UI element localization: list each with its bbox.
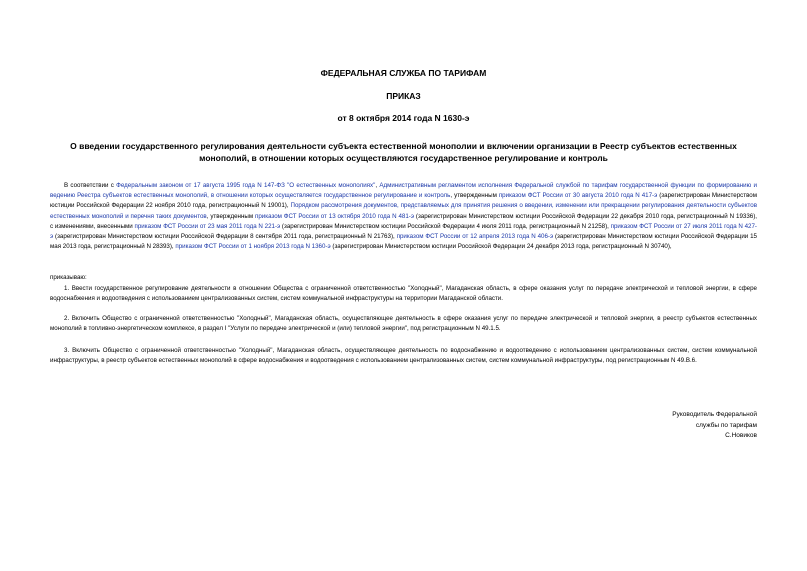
preamble-text: (зарегистрирован Министерством юстиции Российской Федерации 15 мая 2013 года, регистрационный N 28393), <box>50 233 758 251</box>
signature-position: Руководитель Федеральной <box>672 411 757 418</box>
preamble-text: (зарегистрирован Министерством юстиции Российской Федерации 8 сентября 2011 года, регистрационный N 21763), <box>53 233 397 241</box>
document-type: ПРИКАЗ <box>386 91 421 101</box>
document-date-number: от 8 октября 2014 года N 1630-э <box>337 113 470 123</box>
agency-name: ФЕДЕРАЛЬНАЯ СЛУЖБА ПО ТАРИФАМ <box>320 68 487 78</box>
preamble-text: (зарегистрирован Министерством юстиции Российской Федерации 4 июля 2011 года, регистрационный N 21258), <box>280 222 611 230</box>
signature-name: С.Новиков <box>725 432 757 439</box>
preamble-text: , утвержденным <box>206 212 255 220</box>
order-item-3: 3. Включить Общество с ограниченной ответственностью "Холодный", Магаданская область, осуществляющее деятельность по водоснабжению и водоотведению с использованием централизованных систем, систем коммунальной инфраструктуры, в реестр субъектов естественных монополий в сфере водоснабжения и водоотведения с использованием централизованных систем, систем коммунальной инфраструктуры, под регистрационным N 49.В.6. <box>50 347 757 365</box>
link-order-406[interactable]: приказом ФСТ России от 12 апреля 2013 года N 406-э <box>396 233 554 241</box>
preamble-text: , <box>375 182 380 189</box>
preamble-text: (зарегистрирован Министерством юстиции Российской Федерации 22 декабря 2010 года, регистрационный N 19336), с изменениями, внесенными <box>50 212 757 230</box>
preamble-text: (зарегистрирован Министерством юстиции Российской Федерации 24 декабря 2013 года, регистрационный N 30740), <box>330 243 672 251</box>
link-admin-regulation[interactable]: Административным регламентом исполнения Федеральной службой по тарифам государственной функции по формированию и ведению Реестра субъектов естественных монополий, в отношении которых осуществляется государственное регулирование и контроль <box>50 182 758 200</box>
link-order-427[interactable]: приказом ФСТ России от 27 июля 2011 года N 427-э <box>50 222 757 241</box>
link-order-417[interactable]: приказом ФСТ России от 30 августа 2010 года N 417-э <box>498 192 658 200</box>
order-item-1: 1. Ввести государственное регулирование деятельности в отношении Общества с ограниченной ответственностью "Холодный", Магаданская область, в сфере оказания услуг по передаче электрической и тепловой энергии, в сфере водоснабжения и водоотведения с использованием централизованных систем, систем коммунальной инфраструктуры на территории Магаданской области. <box>50 285 757 303</box>
link-federal-law[interactable]: Федеральным законом от 17 августа 1995 года N 147-ФЗ "О естественных монополиях" <box>116 182 376 189</box>
order-word: приказываю: <box>50 274 87 281</box>
preamble-paragraph <box>50 181 757 252</box>
preamble-text: , утвержденным <box>450 192 499 200</box>
preamble-text: В соответствии с <box>64 182 117 189</box>
link-review-procedure[interactable]: Порядком рассмотрения документов, представляемых для принятия решения о введении, изменении или прекращении регулирования деятельности субъектов естественных монополий и перечня таких документов <box>50 202 757 220</box>
signature-block <box>672 410 757 442</box>
link-order-481[interactable]: приказом ФСТ России от 13 октября 2010 года N 481-э <box>254 212 414 220</box>
link-order-221[interactable]: приказом ФСТ России от 23 мая 2011 года N 221-э <box>134 222 281 230</box>
document-title: О введении государственного регулирования деятельности субъекта естественной монополии и включении организации в Реестр субъектов естественных монополий, в отношении которых осуществляются государственное регулирование и контроль <box>70 141 737 163</box>
preamble-text: (зарегистрирован Министерством юстиции Российской Федерации 22 ноября 2010 года, регистрационный N 19001), <box>50 192 757 210</box>
link-order-1360[interactable]: приказом ФСТ России от 1 ноября 2013 года N 1360-э <box>175 243 331 251</box>
order-item-2: 2. Включить Общество с ограниченной ответственностью "Холодный", Магаданская область, осуществляющее деятельность в сфере оказания услуг по передаче электрической и тепловой энергии, в реестр субъектов естественных монополий в топливно-энергетическом комплексе, в раздел I "Услуги по передаче электрической и (или) тепловой энергии", под регистрационным N 49.1.5. <box>50 315 757 333</box>
signature-agency: службы по тарифам <box>695 421 757 429</box>
